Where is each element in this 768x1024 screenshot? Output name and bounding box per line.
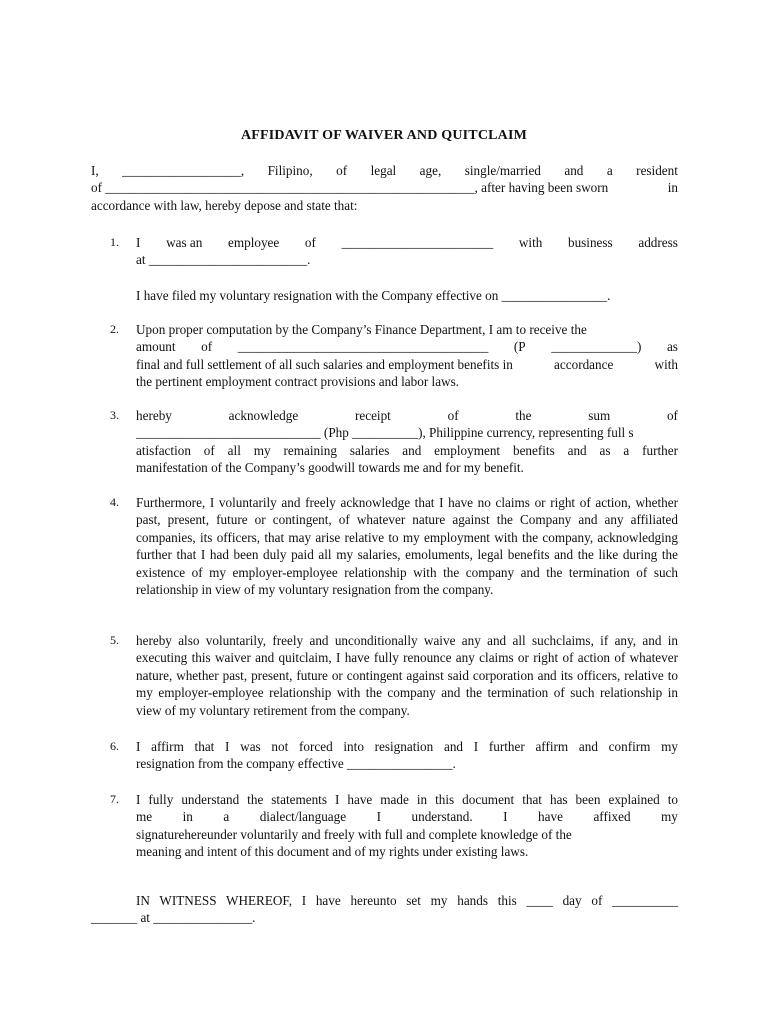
item-body: I affirm that I was not forced into resignation and I further affirm and confirm my resignation from the company effective ________________. [136,739,678,772]
witness-clause: IN WITNESS WHEREOF, I have hereunto set my hands this ____ day of __________ _______ at _______________. [91,893,678,926]
item-body: Furthermore, I voluntarily and freely acknowledge that I have no claims or right of action, whether past, present, future or contingent, of whatever nature against the Company and any affiliated companies, its officers, that may arise relative to my employment with the company, acknowledging further that I had been duly paid all my salaries, emoluments, legal benefits and the like during the existence of my employer-employee relationship with the company and the termination of such relationship in view of my voluntary resignation from the company. [136,495,678,598]
intro-line-2: of ________________________________________________________, after having been sworn in [91,180,678,196]
item-body: Upon proper computation by the Company’s Finance Department, I am to receive the amount of ______________________________________ (P _____________) as final and full settlement of all such salaries and employment benefits in accordance with the pertinent employment contract provisions and labor laws. [136,322,678,390]
item-number: 7. [110,792,119,806]
item-body: I fully understand the statements I have made in this document that has been explained to me in a dialect/language I understand. I have affixed my signaturehereunder voluntarily and freely with full and complete knowledge of the meaning and intent of this document and of my rights under existing laws. [136,792,678,860]
item-body: hereby also voluntarily, freely and unconditionally waive any and all suchclaims, if any, and in executing this waiver and quitclaim, I have fully renounce any claims or right of action of whatever nature, whether past, present, future or contingent against said corporation and its officers, relative to my employer-employee relationship with the company and the termination of such relationship in view of my voluntary retirement from the company. [136,633,678,718]
intro-line-3: accordance with law, hereby depose and state that: [91,197,358,213]
intro-line-1: I, __________________, Filipino, of legal age, single/married and a resident [91,163,678,178]
item-number: 4. [110,495,119,509]
item-number: 6. [110,739,119,753]
item-number: 3. [110,408,119,422]
item-number: 5. [110,633,119,647]
document-title: AFFIDAVIT OF WAIVER AND QUITCLAIM [240,128,528,143]
item-body: hereby acknowledge receipt of the sum of ____________________________ (Php __________), Philippine currency, representing full s atisfaction of all my remaining salaries and employment benefits and as a further manifestation of the Company’s goodwill towards me and for my benefit. [136,408,678,476]
intro-paragraph [91,162,678,214]
item-body: I was an employee of _______________________ with business address at ________________________. I have filed my voluntary resignation with the Company effective on ________________. [136,235,678,303]
item-number: 2. [110,322,119,336]
item-number: 1. [110,235,119,249]
